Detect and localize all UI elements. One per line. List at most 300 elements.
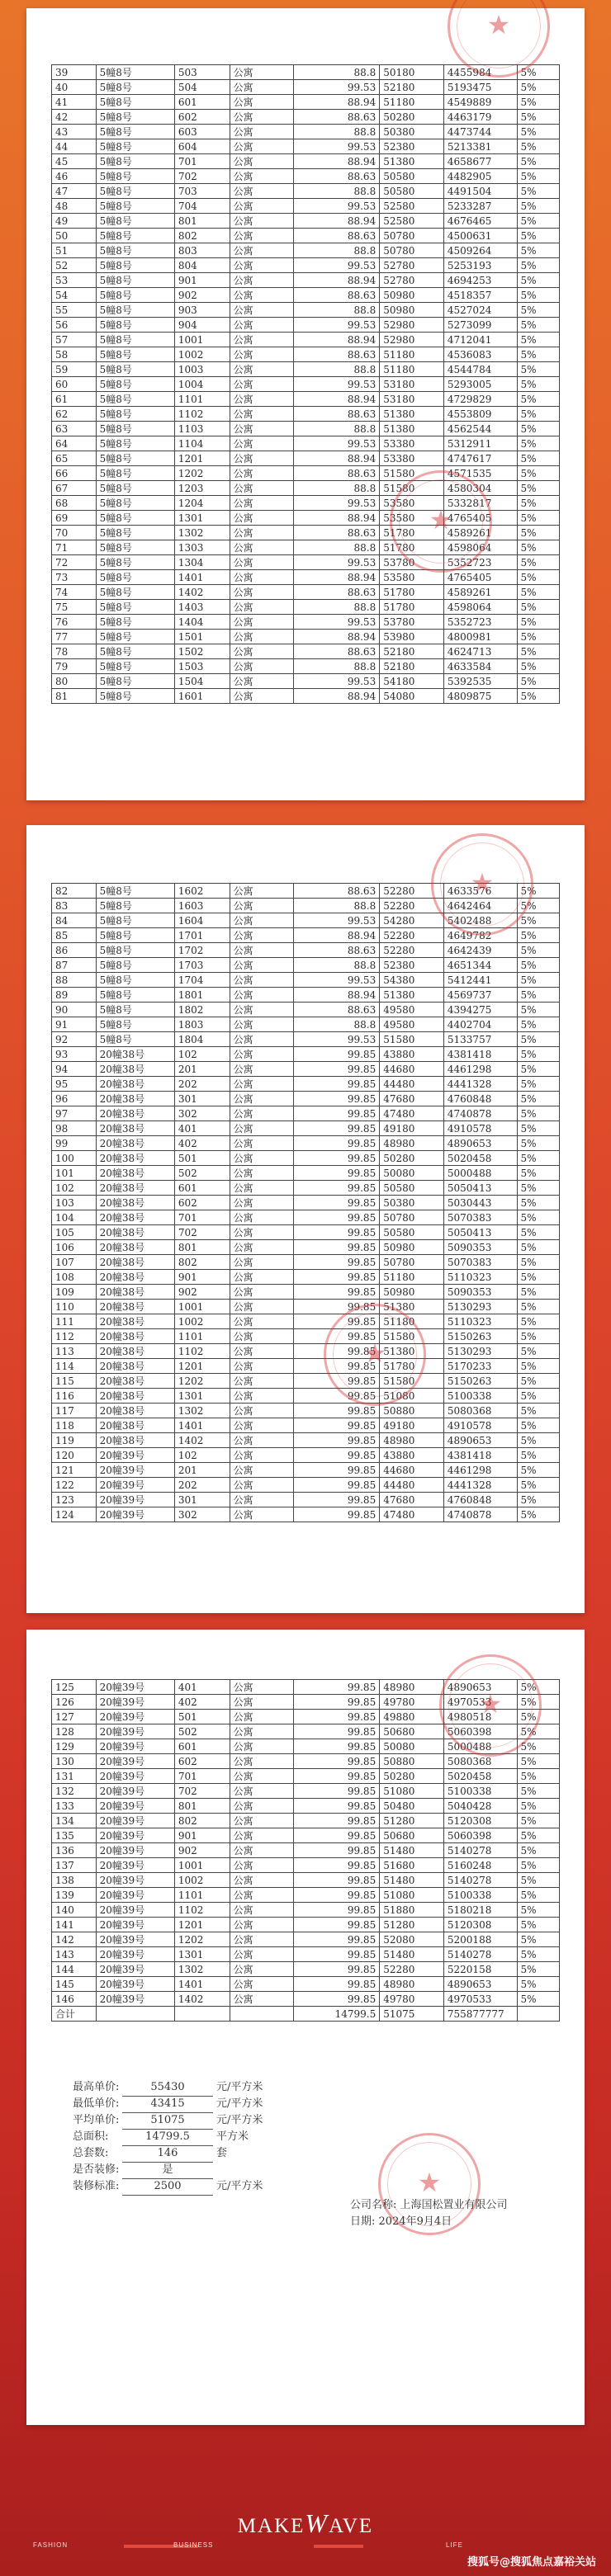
row-number-cell: 74 <box>52 585 97 600</box>
ratio-cell: 5% <box>517 570 559 585</box>
price-list-page-2 <box>26 825 585 1613</box>
ratio-cell: 5% <box>517 511 559 526</box>
total-price-cell: 5140278 <box>443 1843 517 1858</box>
room-number-cell: 801 <box>174 1240 230 1255</box>
building-cell: 5幢8号 <box>96 600 174 615</box>
row-number-cell: 55 <box>52 303 97 318</box>
row-number-cell: 86 <box>52 943 97 958</box>
unit-price-cell: 49780 <box>380 1992 444 2007</box>
area-cell: 99.85 <box>294 1344 380 1359</box>
room-number-cell: 1001 <box>174 333 230 347</box>
table-row <box>52 125 560 139</box>
total-price-cell: 4624713 <box>443 644 517 659</box>
row-number-cell: 94 <box>52 1062 97 1077</box>
usage-type-cell: 公寓 <box>230 451 294 466</box>
building-cell: 20幢39号 <box>96 1932 174 1947</box>
building-cell: 5幢8号 <box>96 407 174 422</box>
usage-type-cell: 公寓 <box>230 1478 294 1493</box>
ratio-cell: 5% <box>517 1918 559 1932</box>
total-price-cell: 5273099 <box>443 318 517 333</box>
row-number-cell: 54 <box>52 288 97 303</box>
usage-type-cell: 公寓 <box>230 644 294 659</box>
total-price-cell: 5150263 <box>443 1329 517 1344</box>
usage-type-cell: 公寓 <box>230 1389 294 1404</box>
ratio-cell: 5% <box>517 1359 559 1374</box>
area-cell: 99.85 <box>294 1210 380 1225</box>
building-cell: 5幢8号 <box>96 928 174 943</box>
total-price-cell: 4562544 <box>443 422 517 436</box>
total-price-cell: 4455984 <box>443 65 517 80</box>
total-price-cell: 5133757 <box>443 1032 517 1047</box>
building-cell: 20幢38号 <box>96 1047 174 1062</box>
table-row <box>52 1507 560 1522</box>
total-price-cell: 4800981 <box>443 630 517 644</box>
row-number-cell: 115 <box>52 1374 97 1389</box>
row-number-cell: 111 <box>52 1314 97 1329</box>
area-cell: 99.85 <box>294 1196 380 1210</box>
usage-type-cell: 公寓 <box>230 214 294 229</box>
room-number-cell: 1801 <box>174 988 230 1003</box>
area-cell: 99.53 <box>294 377 380 392</box>
total-price-cell: 5020458 <box>443 1151 517 1166</box>
room-number-cell: 201 <box>174 1463 230 1478</box>
total-price-cell: 5030443 <box>443 1196 517 1210</box>
total-price-cell: 4642464 <box>443 899 517 913</box>
room-number-cell: 1804 <box>174 1032 230 1047</box>
usage-type-cell: 公寓 <box>230 913 294 928</box>
row-number-cell: 71 <box>52 540 97 555</box>
unit-price-cell: 50680 <box>380 1724 444 1739</box>
unit-price-cell: 49180 <box>380 1418 444 1433</box>
unit-price-cell: 53180 <box>380 392 444 407</box>
usage-type-cell: 公寓 <box>230 1710 294 1724</box>
usage-type-cell: 公寓 <box>230 1843 294 1858</box>
room-number-cell: 1703 <box>174 958 230 973</box>
table-row <box>52 318 560 333</box>
total-price-cell: 5160248 <box>443 1858 517 1873</box>
table-row <box>52 674 560 689</box>
total-price-cell: 5090353 <box>443 1285 517 1300</box>
row-number-cell: 79 <box>52 659 97 674</box>
usage-type-cell: 公寓 <box>230 1992 294 2007</box>
room-number-cell: 202 <box>174 1478 230 1493</box>
building-cell: 5幢8号 <box>96 288 174 303</box>
usage-type-cell: 公寓 <box>230 1300 294 1314</box>
building-cell: 5幢8号 <box>96 1032 174 1047</box>
ratio-cell: 5% <box>517 1799 559 1814</box>
row-number-cell: 88 <box>52 973 97 988</box>
total-price-cell: 4598064 <box>443 540 517 555</box>
area-cell: 99.85 <box>294 1784 380 1799</box>
building-cell: 20幢38号 <box>96 1196 174 1210</box>
room-number-cell: 1004 <box>174 377 230 392</box>
unit-price-cell: 49580 <box>380 1003 444 1017</box>
building-cell: 5幢8号 <box>96 125 174 139</box>
usage-type-cell: 公寓 <box>230 526 294 540</box>
usage-type-cell: 公寓 <box>230 199 294 214</box>
area-cell: 99.85 <box>294 1077 380 1092</box>
room-number-cell: 902 <box>174 1843 230 1858</box>
building-cell: 20幢38号 <box>96 1121 174 1136</box>
table-row <box>52 377 560 392</box>
room-number-cell: 603 <box>174 125 230 139</box>
area-cell: 99.53 <box>294 913 380 928</box>
area-cell: 88.63 <box>294 466 380 481</box>
usage-type-cell: 公寓 <box>230 496 294 511</box>
ratio-cell: 5% <box>517 273 559 288</box>
total-price-cell: 4500631 <box>443 229 517 243</box>
unit-price-cell: 47480 <box>380 1507 444 1522</box>
area-cell: 99.85 <box>294 1433 380 1448</box>
usage-type-cell: 公寓 <box>230 1032 294 1047</box>
unit-price-cell: 52180 <box>380 644 444 659</box>
usage-type-cell: 公寓 <box>230 377 294 392</box>
total-price-cell: 4461298 <box>443 1062 517 1077</box>
total-price-cell: 5090353 <box>443 1240 517 1255</box>
room-number-cell: 1003 <box>174 362 230 377</box>
room-number-cell: 1202 <box>174 1374 230 1389</box>
row-number-cell: 64 <box>52 436 97 451</box>
unit-price-cell: 51580 <box>380 1329 444 1344</box>
row-number-cell: 141 <box>52 1918 97 1932</box>
room-number-cell: 1302 <box>174 526 230 540</box>
room-number-cell: 902 <box>174 1285 230 1300</box>
room-number-cell: 301 <box>174 1092 230 1106</box>
row-number-cell: 95 <box>52 1077 97 1092</box>
row-number-cell: 77 <box>52 630 97 644</box>
table-row <box>52 1166 560 1181</box>
unit-price-cell: 53380 <box>380 451 444 466</box>
total-price-cell: 5412441 <box>443 973 517 988</box>
building-cell: 20幢39号 <box>96 1799 174 1814</box>
total-price-cell: 4712041 <box>443 333 517 347</box>
ratio-cell: 5% <box>517 199 559 214</box>
usage-type-cell: 公寓 <box>230 258 294 273</box>
usage-type-cell: 公寓 <box>230 1680 294 1695</box>
total-price-cell: 5050413 <box>443 1181 517 1196</box>
building-cell: 20幢38号 <box>96 1092 174 1106</box>
room-number-cell: 703 <box>174 184 230 199</box>
area-cell: 99.85 <box>294 1932 380 1947</box>
total-price-cell: 4740878 <box>443 1106 517 1121</box>
row-number-cell: 61 <box>52 392 97 407</box>
row-number-cell: 136 <box>52 1843 97 1858</box>
table-row <box>52 333 560 347</box>
room-number-cell <box>174 2007 230 2022</box>
unit-price-cell: 53580 <box>380 511 444 526</box>
area-cell: 88.63 <box>294 585 380 600</box>
area-cell: 99.53 <box>294 496 380 511</box>
ratio-cell: 5% <box>517 422 559 436</box>
table-row <box>52 1448 560 1463</box>
total-price-cell: 4676465 <box>443 214 517 229</box>
ratio-cell: 5% <box>517 1724 559 1739</box>
company-date-line <box>350 2214 508 2230</box>
table-row <box>52 1374 560 1389</box>
row-number-cell: 142 <box>52 1932 97 1947</box>
row-number-cell: 65 <box>52 451 97 466</box>
table-row <box>52 1314 560 1329</box>
building-cell: 20幢38号 <box>96 1255 174 1270</box>
unit-price-cell: 48980 <box>380 1977 444 1992</box>
area-cell: 88.94 <box>294 95 380 110</box>
area-cell: 99.85 <box>294 1977 380 1992</box>
unit-price-cell: 44680 <box>380 1062 444 1077</box>
ratio-cell: 5% <box>517 1739 559 1754</box>
usage-type-cell: 公寓 <box>230 511 294 526</box>
ratio-cell: 5% <box>517 540 559 555</box>
usage-type-cell: 公寓 <box>230 1151 294 1166</box>
row-number-cell: 52 <box>52 258 97 273</box>
table-row <box>52 1359 560 1374</box>
ratio-cell: 5% <box>517 988 559 1003</box>
usage-type-cell: 公寓 <box>230 184 294 199</box>
ratio-cell: 5% <box>517 1418 559 1433</box>
ratio-cell: 5% <box>517 659 559 674</box>
row-number-cell: 119 <box>52 1433 97 1448</box>
ratio-cell: 5% <box>517 1888 559 1903</box>
row-number-cell: 146 <box>52 1992 97 2007</box>
room-number-cell: 802 <box>174 229 230 243</box>
row-number-cell: 108 <box>52 1270 97 1285</box>
unit-price-cell: 52280 <box>380 884 444 899</box>
room-number-cell: 904 <box>174 318 230 333</box>
table-row <box>52 1992 560 2007</box>
total-price-cell: 4491504 <box>443 184 517 199</box>
area-cell: 99.85 <box>294 1947 380 1962</box>
table-row <box>52 973 560 988</box>
area-cell: 99.85 <box>294 1888 380 1903</box>
summary-label: 装修标准: <box>73 2180 120 2192</box>
ratio-cell: 5% <box>517 229 559 243</box>
unit-price-cell: 50380 <box>380 125 444 139</box>
area-cell: 99.85 <box>294 1992 380 2007</box>
ratio-cell: 5% <box>517 125 559 139</box>
room-number-cell: 1602 <box>174 884 230 899</box>
table-row <box>52 1843 560 1858</box>
ratio-cell: 5% <box>517 466 559 481</box>
unit-price-cell: 52080 <box>380 1932 444 1947</box>
room-number-cell: 301 <box>174 1493 230 1507</box>
row-number-cell: 124 <box>52 1507 97 1522</box>
company-date-value: 2024年9月4日 <box>378 2215 452 2228</box>
row-number-cell: 139 <box>52 1888 97 1903</box>
table-row <box>52 1433 560 1448</box>
area-cell: 99.53 <box>294 80 380 95</box>
total-price-cell: 5402488 <box>443 913 517 928</box>
ratio-cell: 5% <box>517 1493 559 1507</box>
unit-price-cell: 52380 <box>380 958 444 973</box>
building-cell: 5幢8号 <box>96 273 174 288</box>
room-number-cell: 601 <box>174 95 230 110</box>
usage-type-cell: 公寓 <box>230 1062 294 1077</box>
area-cell: 99.85 <box>294 1121 380 1136</box>
row-number-cell: 72 <box>52 555 97 570</box>
total-price-cell: 4633576 <box>443 884 517 899</box>
summary-value: 是 <box>122 2162 213 2179</box>
area-cell: 88.8 <box>294 540 380 555</box>
total-price-cell: 5200188 <box>443 1932 517 1947</box>
usage-type-cell: 公寓 <box>230 1210 294 1225</box>
ratio-cell: 5% <box>517 1754 559 1769</box>
table-row <box>52 288 560 303</box>
usage-type-cell: 公寓 <box>230 1418 294 1433</box>
row-number-cell: 68 <box>52 496 97 511</box>
building-cell: 20幢38号 <box>96 1389 174 1404</box>
summary-row <box>73 2096 263 2112</box>
unit-price-cell: 52280 <box>380 928 444 943</box>
table-row <box>52 644 560 659</box>
unit-price-cell: 50080 <box>380 1739 444 1754</box>
ratio-cell: 5% <box>517 1947 559 1962</box>
ratio-cell: 5% <box>517 347 559 362</box>
building-cell: 5幢8号 <box>96 615 174 630</box>
unit-price-cell: 54280 <box>380 913 444 928</box>
ratio-cell: 5% <box>517 1166 559 1181</box>
usage-type-cell: 公寓 <box>230 973 294 988</box>
area-cell: 88.63 <box>294 288 380 303</box>
building-cell: 20幢39号 <box>96 1448 174 1463</box>
area-cell: 99.85 <box>294 1374 380 1389</box>
total-price-cell: 5213381 <box>443 139 517 154</box>
usage-type-cell: 公寓 <box>230 1329 294 1344</box>
row-number-cell: 113 <box>52 1344 97 1359</box>
ratio-cell: 5% <box>517 1151 559 1166</box>
total-price-cell: 4589261 <box>443 526 517 540</box>
usage-type-cell: 公寓 <box>230 1724 294 1739</box>
building-cell: 20幢39号 <box>96 1903 174 1918</box>
ratio-cell: 5% <box>517 377 559 392</box>
total-price-cell: 5060398 <box>443 1828 517 1843</box>
area-cell: 99.53 <box>294 436 380 451</box>
unit-price-cell: 52280 <box>380 943 444 958</box>
total-price-cell: 5100338 <box>443 1784 517 1799</box>
usage-type-cell: 公寓 <box>230 1181 294 1196</box>
usage-type-cell: 公寓 <box>230 273 294 288</box>
company-name-line <box>350 2197 508 2214</box>
table-row <box>52 689 560 704</box>
building-cell: 20幢39号 <box>96 1918 174 1932</box>
summary-unit: 元/平方米 <box>216 2180 263 2192</box>
unit-price-cell: 50880 <box>380 1754 444 1769</box>
price-list-page-1 <box>26 8 585 800</box>
room-number-cell: 302 <box>174 1507 230 1522</box>
summary-row <box>73 2162 263 2178</box>
table-row <box>52 273 560 288</box>
table-row <box>52 1404 560 1418</box>
room-number-cell: 402 <box>174 1136 230 1151</box>
price-table <box>51 883 560 1522</box>
table-row <box>52 1947 560 1962</box>
table-row <box>52 451 560 466</box>
usage-type-cell: 公寓 <box>230 1136 294 1151</box>
ratio-cell: 5% <box>517 1903 559 1918</box>
ratio-cell: 5% <box>517 1507 559 1522</box>
official-seal-stamp <box>324 1304 426 1406</box>
row-number-cell: 138 <box>52 1873 97 1888</box>
ratio-cell: 5% <box>517 630 559 644</box>
room-number-cell: 401 <box>174 1121 230 1136</box>
usage-type-cell: 公寓 <box>230 333 294 347</box>
row-number-cell: 134 <box>52 1814 97 1828</box>
total-price-cell: 4760848 <box>443 1493 517 1507</box>
usage-type-cell: 公寓 <box>230 1166 294 1181</box>
table-row <box>52 362 560 377</box>
room-number-cell: 1101 <box>174 1888 230 1903</box>
area-cell: 99.85 <box>294 1962 380 1977</box>
area-cell: 99.85 <box>294 1858 380 1873</box>
total-price-cell: 5110323 <box>443 1314 517 1329</box>
room-number-cell: 1704 <box>174 973 230 988</box>
unit-price-cell: 52280 <box>380 899 444 913</box>
usage-type-cell: 公寓 <box>230 943 294 958</box>
row-number-cell: 122 <box>52 1478 97 1493</box>
building-cell: 20幢38号 <box>96 1136 174 1151</box>
total-price-cell: 4544784 <box>443 362 517 377</box>
ratio-cell: 5% <box>517 958 559 973</box>
ratio-cell: 5% <box>517 333 559 347</box>
row-number-cell: 107 <box>52 1255 97 1270</box>
total-price-cell: 5220158 <box>443 1962 517 1977</box>
area-cell: 99.53 <box>294 615 380 630</box>
building-cell: 20幢39号 <box>96 1977 174 1992</box>
usage-type-cell: 公寓 <box>230 1433 294 1448</box>
table-row <box>52 630 560 644</box>
area-cell: 88.8 <box>294 184 380 199</box>
row-number-cell: 48 <box>52 199 97 214</box>
area-cell: 88.8 <box>294 600 380 615</box>
total-price-cell: 4747617 <box>443 451 517 466</box>
price-summary <box>73 2079 263 2195</box>
row-number-cell: 145 <box>52 1977 97 1992</box>
table-row <box>52 570 560 585</box>
table-row <box>52 1977 560 1992</box>
room-number-cell: 1103 <box>174 422 230 436</box>
summary-value: 2500 <box>122 2178 213 2196</box>
total-price-cell: 4463179 <box>443 110 517 125</box>
unit-price-cell: 51580 <box>380 466 444 481</box>
building-cell: 5幢8号 <box>96 110 174 125</box>
area-cell: 99.85 <box>294 1270 380 1285</box>
room-number-cell: 701 <box>174 1769 230 1784</box>
total-price-cell: 5253193 <box>443 258 517 273</box>
total-price-cell: 5070383 <box>443 1210 517 1225</box>
building-cell: 20幢38号 <box>96 1314 174 1329</box>
area-cell: 99.85 <box>294 1329 380 1344</box>
building-cell: 5幢8号 <box>96 466 174 481</box>
nav-label-fashion: FASHION <box>33 2541 69 2549</box>
usage-type-cell: 公寓 <box>230 1047 294 1062</box>
ratio-cell: 5% <box>517 1121 559 1136</box>
ratio-cell: 5% <box>517 1285 559 1300</box>
unit-price-cell: 52380 <box>380 139 444 154</box>
building-cell: 20幢38号 <box>96 1106 174 1121</box>
usage-type-cell: 公寓 <box>230 1873 294 1888</box>
area-cell: 99.85 <box>294 1463 380 1478</box>
building-cell: 5幢8号 <box>96 540 174 555</box>
row-number-cell: 99 <box>52 1136 97 1151</box>
area-cell: 88.8 <box>294 958 380 973</box>
table-row <box>52 1106 560 1121</box>
row-number-cell: 101 <box>52 1166 97 1181</box>
usage-type-cell: 公寓 <box>230 436 294 451</box>
total-price-cell: 4441328 <box>443 1478 517 1493</box>
building-cell: 20幢38号 <box>96 1300 174 1314</box>
usage-type-cell: 公寓 <box>230 1903 294 1918</box>
area-cell: 99.85 <box>294 1225 380 1240</box>
ratio-cell: 5% <box>517 436 559 451</box>
ratio-cell: 5% <box>517 1814 559 1828</box>
